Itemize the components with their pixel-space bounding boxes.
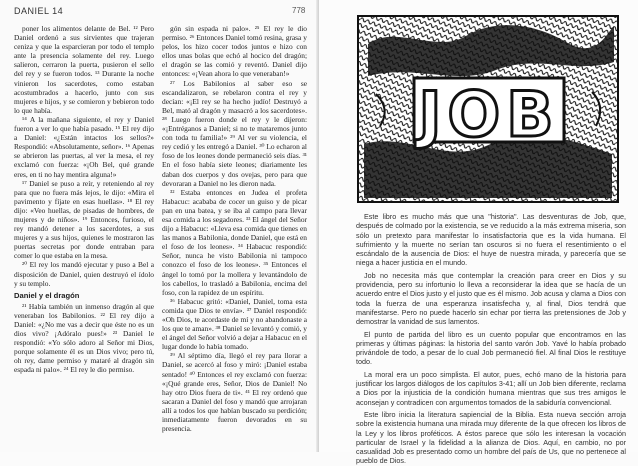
text-column-1 [14, 24, 154, 444]
page-number: 778 [292, 6, 306, 15]
paragraph: El punto de partida del libro es un cuento popular que encontramos en las primeras y últimas páginas: la historia del santo varón Job. Yavé lo había probado privándole de todo, a pesar de lo cual Job permaneció fiel. Al final Dios le restituye todo. [356, 329, 626, 367]
paragraph: ³⁶ Habacuc gritó: «Daniel, Daniel, toma esta comida que Dios te envía». ³⁷ Daniel respondió: «Oh Dios, te acordaste de mí y no abandonaste a los que te aman». ³⁸ Daniel se levantó y comió, y el ángel del Señor volvió a dejar a Habacuc en el lugar donde lo había tomado. [162, 296, 307, 352]
paragraph: ³⁹ Al séptimo día, llegó el rey para llorar a Daniel, se acercó al foso y miró: ¡Daniel estaba sentado! ⁴⁰ Entonces el rey exclamó con fuerza: «¡Qué grande eres, Señor, Dios de Daniel! No hay otro Dios fuera de ti». ⁴¹ El rey ordenó que sacaran a Daniel del foso y mandó que arrojaran allí a todos los que habían buscado su perdición; inmediatamente fueron devorados en su presencia. [162, 351, 307, 434]
job-title-logo [356, 14, 620, 204]
paragraph: ²⁷ Los Babilonios al saber eso se escandalizaron, se rebelaron contra el rey y decían: «¡El rey se ha hecho judío! Destruyó a Bel, mató al dragón y masacró a los sacerdotes». ²⁸ Luego fueron donde el rey y le dijeron: «¡Entréganos a Daniel; si no te mataremos junto con toda tu familia!» ²⁹ Al ver su violencia, el rey cedió y les entregó a Daniel. ³⁰ Lo echaron al foso de los leones donde permaneció seis días. ³¹ En el foso había siete leones; diariamente les daban dos cuerpos y dos ovejas, pero para que devoraran a Daniel no les dieron nada. [162, 78, 307, 188]
paragraph: ¹⁴ A la mañana siguiente, el rey y Daniel fueron a ver lo que había pasado. ¹⁵ El rey dijo a Daniel: «¿Están intactos los sellos?» Respondió: «Absolutamente, señor». ¹⁶ Apenas se abrieron las puertas, al ver la mesa, el rey exclamó con fuerza: «¡Oh Bel, qué grande eres, en ti no hay mentira alguna!» [14, 114, 154, 179]
section-subheading: Daniel y el dragón [14, 290, 80, 300]
running-header: DANIEL 14 [14, 6, 64, 16]
paragraph: gón sin espada ni palo». ²⁵ El rey le dio permiso. ²⁶ Entonces Daniel tomó resina, grasa y pelos, los hizo cocer todos juntos e hizo con ellos unas bolas que echó al hocico del dragón; el dragón se las comió y reventó. Daniel dijo entonces: «¡Vean ahora lo que veneraban!» [162, 24, 307, 79]
paragraph: La moral era un poco simplista. El autor, pues, echó mano de la historia para justificar los largos diálogos de los capítulos 3-41; allí un Job bien diferente, reclama a Dios por la injusticia de la condición humana mientras que sus tres amigos le aconsejan y contradicen con argumentos tomados de la sabiduría convencional. [356, 369, 626, 407]
job-letters [414, 78, 564, 151]
paragraph: Este libro inicia la literatura sapiencial de la Biblia. Esta nueva sección arroja sobre la existencia humana una mirada muy diferente de la que ofrecen los libros de la Ley y los libros proféticos. A éstos parece que sólo les interesan la vocación particular de Israel y la fidelidad a la alianza de Dios. Aquí, en cambio, no por casualidad Job es presentado como un hombre del país de Us, que no pertenece al pueblo de Dios. [356, 409, 626, 466]
logo-text: JOB [418, 78, 560, 151]
left-page [0, 0, 319, 452]
book-introduction [356, 212, 626, 466]
paragraph: poner los alimentos delante de Bel. ¹² Pero Daniel ordenó a sus sirvientes que trajeran ceniza y que la esparcieran por todo el templo ante la presencia solamente del rey. Luego salieron, cerraron la puerta, pusieron el sello del rey y se fueron todos. ¹³ Durante la noche vinieron los sacerdotes, como estaban acostumbrados a hacerlo, junto con sus mujeres e hijos, y se comieron y bebieron todo lo que había. [14, 24, 154, 115]
paragraph: ²⁰ El rey los mandó ejecutar y puso a Bel a disposición de Daniel, quien destruyó el ídolo y su templo. [14, 260, 154, 288]
paragraph: ²¹ Había también un inmenso dragón al que veneraban los Babilonios. ²² El rey dijo a Daniel: «¿No me vas a decir que éste no es un dios vivo? ¡Adóralo pues!» ²³ Daniel le respondió: «Yo sólo adoro al Señor mi Dios, porque solamente él es un Dios vivo; pero tú, oh rey, dame permiso y mataré al dragón sin espada ni palo». ²⁴ El rey le dio permiso. [14, 301, 154, 375]
text-column-2 [162, 24, 307, 444]
paragraph: ¹⁷ Daniel se puso a reír, y reteniendo al rey para que no fuera más lejos, le dijo: «Mira el pavimento y fíjate en esas huellas». ¹⁸ El rey dijo: «Veo huellas, de pisadas de hombres, de mujeres y de niños». ¹⁹ Entonces, furioso, el rey mandó detener a los sacerdotes, a sus mujeres y a sus hijos, quienes le mostraron las puertas secretas por donde entraban para comer lo que estaba en la mesa. [14, 178, 154, 261]
paragraph: Este libro es mucho más que una "historia". Las desventuras de Job, que, después de colmado por la existencia, se ve reducido a la más extrema miseria, son sólo un pretexto para manifestar lo insatisfactoria que es la vida humana. El sufrimiento y la muerte no serían tan oscuros si no fuera el resentimiento o el escándalo de la ausencia de Dios: el huye de nuestra mirada, y parecería que se niega a hacer justicia en el mundo. [356, 212, 626, 268]
paragraph: ³² Estaba entonces en Judea el profeta Habacuc: acababa de cocer un guiso y de picar pan en una batea, y se iba al campo para llevar esa comida a los segadores. ³³ El ángel del Señor dijo a Habacuc: «Lleva esa comida que tienes en las manos a Babilonia, donde Daniel, que está en el foso de los leones». ³⁴ Habacuc respondió: Señor, nunca he visto Babilonia ni tampoco conozco el foso de los leones». ³⁵ Entonces el ángel lo tomó por la mollera y levantándolo de los cabellos, lo trasladó a Babilonia, encima del foso, con la rapidez de un espíritu. [162, 187, 307, 297]
paragraph: Job no necesita más que contemplar la creación para creer en Dios y su providencia, pero su infortunio lo lleva a reconsiderar la idea que se hacía de un acuerdo entre el Dios justo y el justo que es él mismo. Job acusa y clama a Dios con toda la fuerza de una esperanza insatisfecha y, al final, Dios tendrá que manifestarse. Pero no puede hacerlo sin echar por tierra las pretensiones de Job y demostrar la vanidad de sus lamentos. [356, 270, 626, 327]
